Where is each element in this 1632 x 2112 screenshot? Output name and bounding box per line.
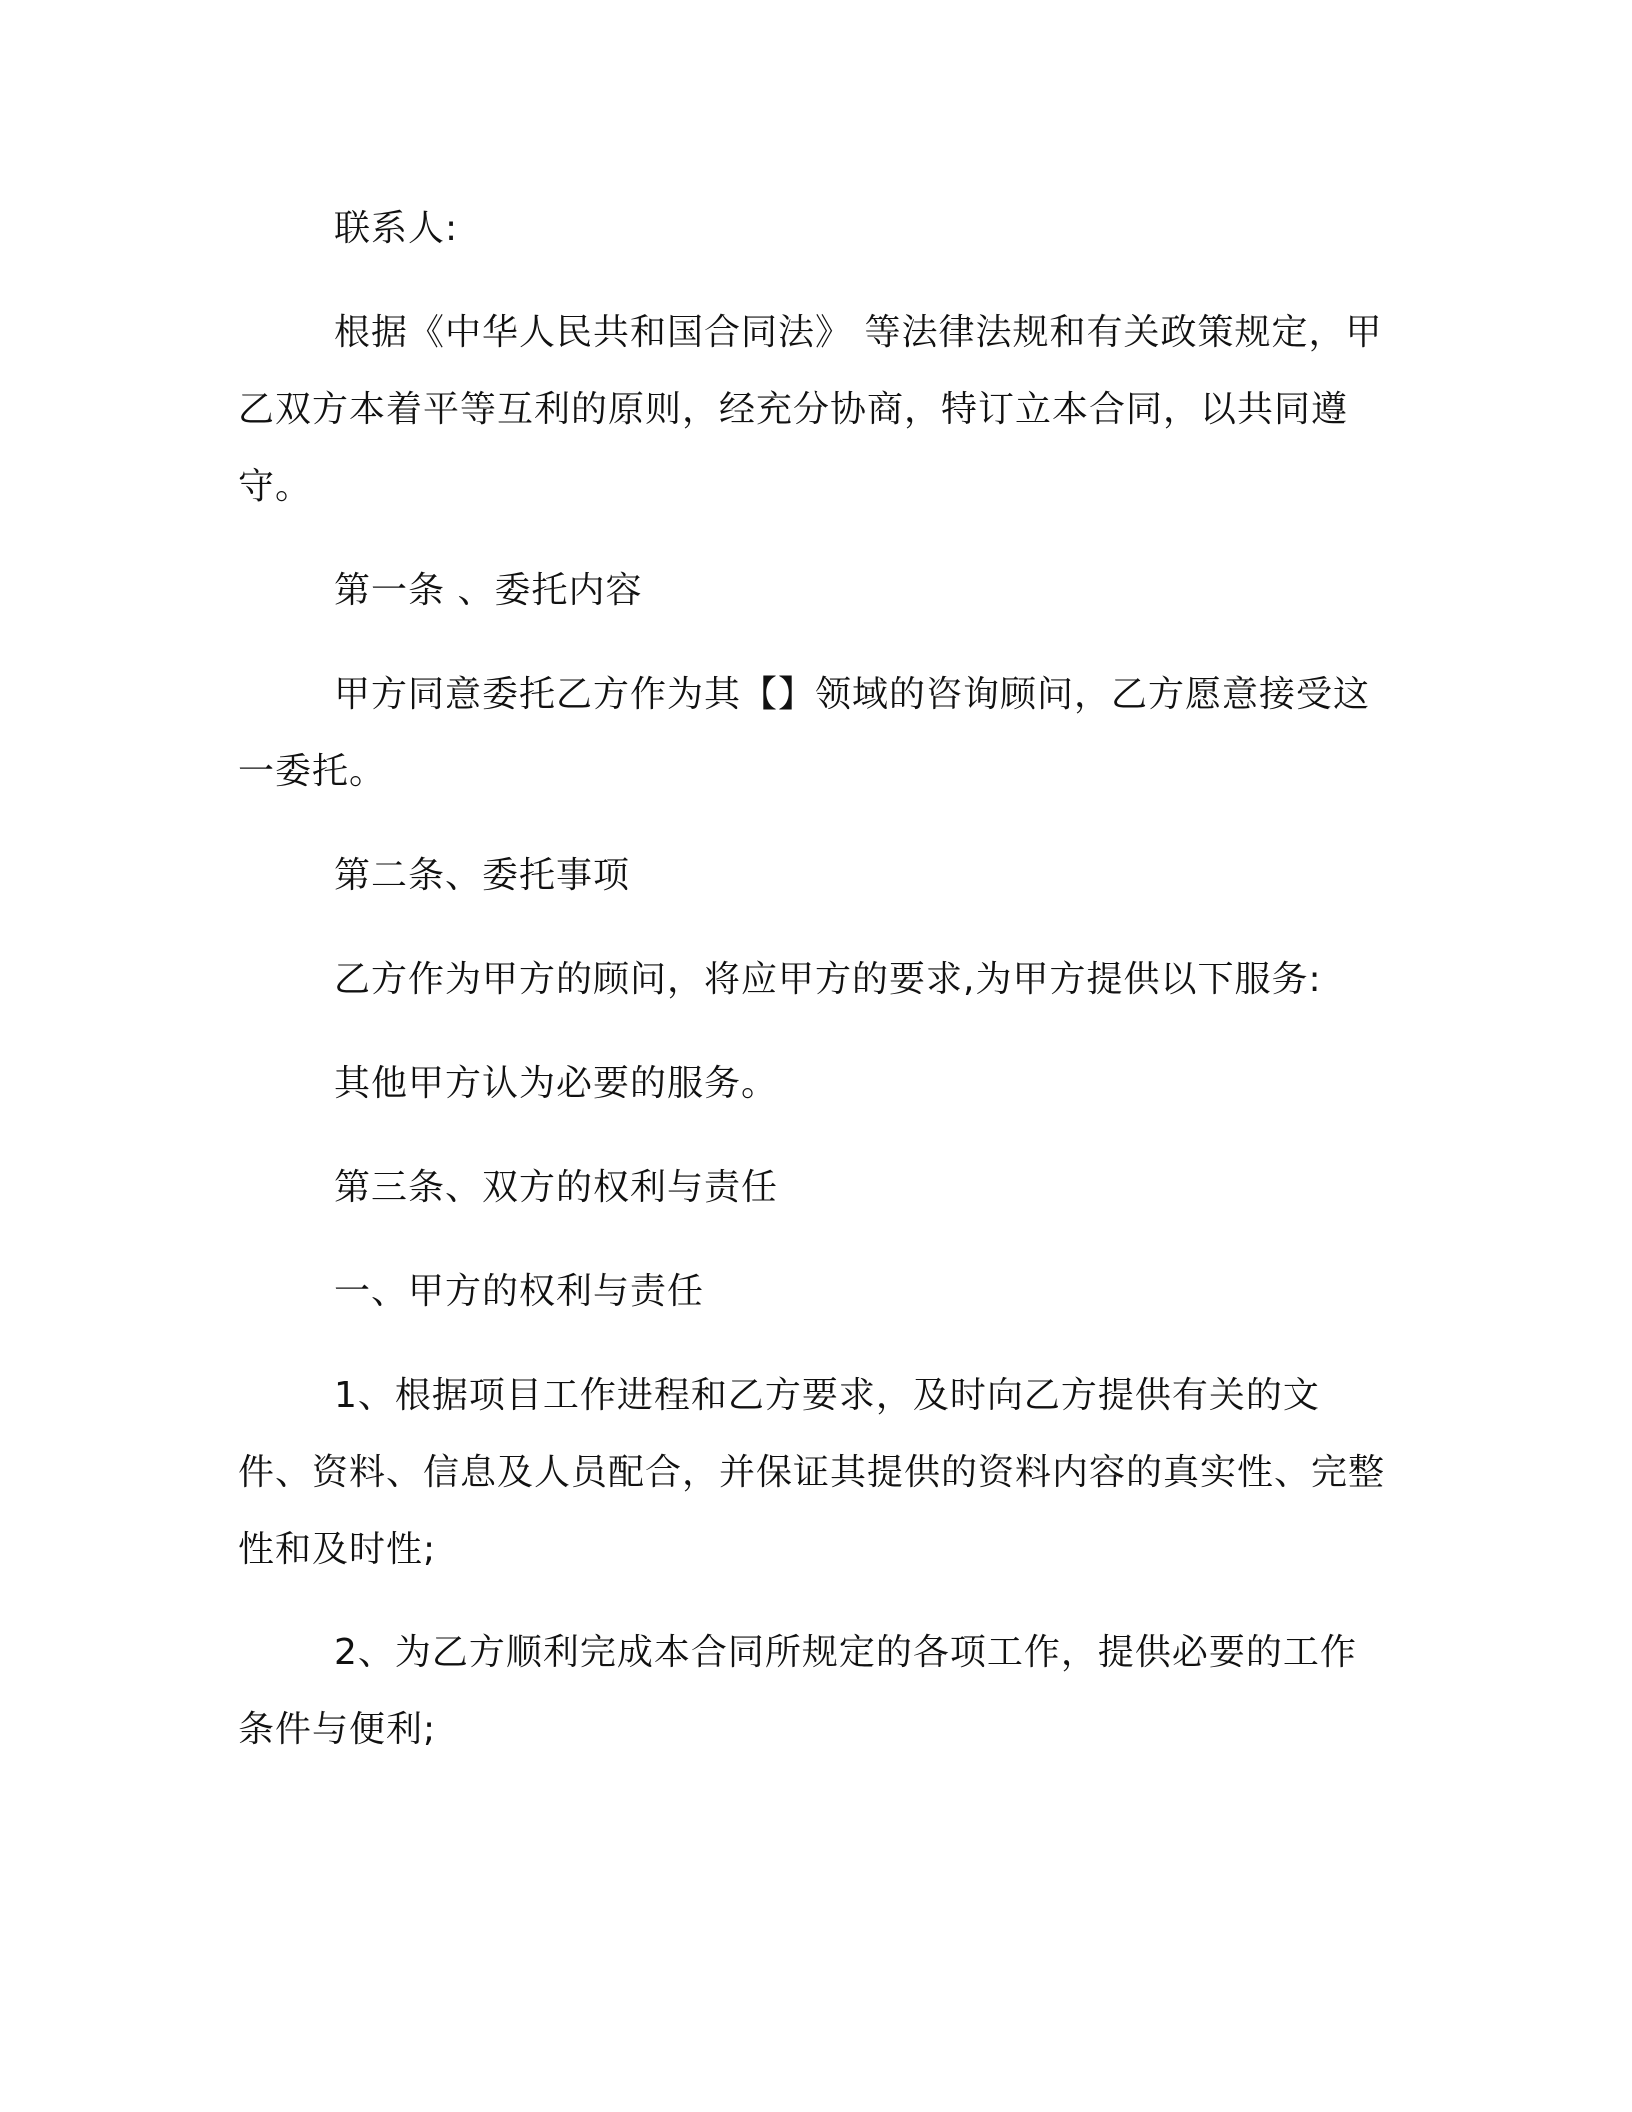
article-1-body: 甲方同意委托乙方作为其【】领域的咨询顾问，乙方愿意接受这一委托。	[238, 674, 1371, 792]
article-2-body: 乙方作为甲方的顾问，将应甲方的要求,为甲方提供以下服务:	[334, 959, 1322, 1000]
preamble-paragraph: 根据《中华人民共和国合同法》 等法律法规和有关政策规定，甲乙双方本着平等互利的原则，经充分协商，特订立本合同，以共同遵守。	[238, 312, 1383, 507]
article-2-heading: 第二条、委托事项	[334, 855, 631, 896]
article-3-heading: 第三条、双方的权利与责任	[334, 1167, 779, 1208]
article-1-heading: 第一条 、委托内容	[334, 570, 643, 611]
party-a-rights-heading: 一、甲方的权利与责任	[334, 1271, 705, 1312]
party-a-item-2: 2、为乙方顺利完成本合同所规定的各项工作，提供必要的工作条件与便利;	[238, 1632, 1357, 1750]
party-a-item-1: 1、根据项目工作进程和乙方要求，及时向乙方提供有关的文件、资料、信息及人员配合，并保证其提供的资料内容的真实性、完整性和及时性;	[238, 1375, 1386, 1570]
article-2-other-services: 其他甲方认为必要的服务。	[334, 1063, 779, 1104]
document-body	[238, 190, 1388, 1768]
contact-person-line: 联系人:	[334, 208, 459, 249]
